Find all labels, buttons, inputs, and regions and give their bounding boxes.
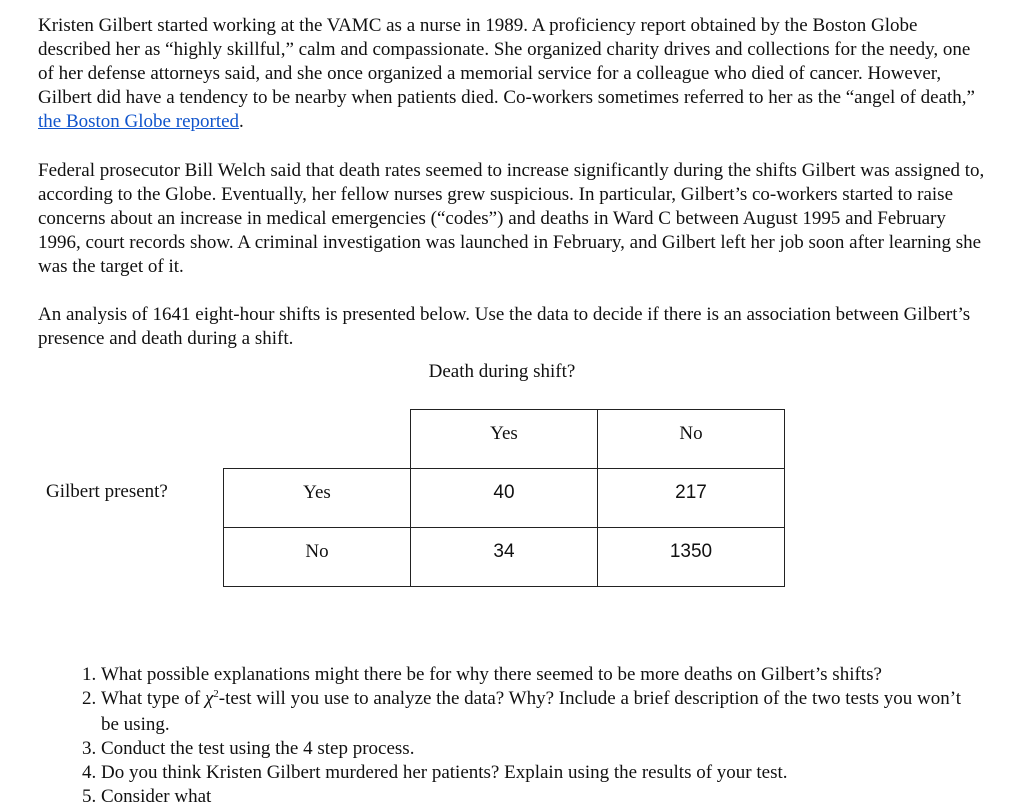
paragraph-investigation: Federal prosecutor Bill Welch said that death rates seemed to increase significantly during the shifts Gilbert was assigned to, according to the Globe. Eventually, her fellow nurses grew suspicious. In particular, Gilbert’s co-workers started to raise concerns about an increase in medical emergencies (“codes”) and deaths in Ward C between August 1995 and February 1996, court records show. A criminal investigation was launched in February, and Gilbert left her job soon after learning she was the target of it. (38, 160, 985, 277)
question-list (0, 663, 971, 809)
col-header-yes: Yes (411, 410, 598, 469)
paragraph-background-text: Kristen Gilbert started working at the VAMC as a nurse in 1989. A proficiency report obtained by the Boston Globe described her as “highly skillful,” calm and compassionate. She organized charity drives and collections for the needy, one of her defense attorneys said, and she once organized a memorial service for a colleague who died of cancer. However, Gilbert did have a tendency to be nearby when patients died. Co-workers sometimes referred to her as the “angel of death,” (38, 15, 975, 108)
question-item-5: 5. Consider what (101, 785, 971, 809)
table-column-caption: Death during shift? (428, 361, 576, 382)
paragraph-background-end: . (239, 111, 244, 132)
row-header-yes: Yes (224, 469, 411, 528)
row-header-no: No (224, 528, 411, 587)
col-header-no: No (598, 410, 785, 469)
contingency-table (223, 409, 785, 587)
cell-present-death: 40 (411, 469, 598, 528)
chi-symbol: χ (204, 688, 214, 709)
cell-absent-no-death: 1350 (598, 528, 785, 587)
boston-globe-link[interactable]: the Boston Globe reported (38, 111, 240, 132)
paragraph-background (38, 14, 986, 134)
paragraph-analysis-intro: An analysis of 1641 eight-hour shifts is presented below. Use the data to decide if there is an association between Gilbert’s presence and death during a shift. (38, 304, 971, 349)
question-item-4: 4. Do you think Kristen Gilbert murdered her patients? Explain using the results of your test. (101, 761, 971, 785)
table-corner-cell (224, 410, 411, 469)
table-row (224, 528, 785, 587)
chi-superscript: 2 (213, 688, 219, 700)
question-item-1: 1. What possible explanations might there be for why there seemed to be more deaths on Gilbert’s shifts? (101, 663, 971, 687)
cell-absent-death: 34 (411, 528, 598, 587)
cell-present-no-death: 217 (598, 469, 785, 528)
question-2-pre: What type of (101, 688, 205, 709)
question-2-post: -test will you use to analyze the data? Why? Include a brief description of the two tests you won’t be using. (101, 688, 961, 735)
table-row-caption: Gilbert present? (46, 481, 168, 502)
question-item-3: 3. Conduct the test using the 4 step process. (101, 737, 971, 761)
table-row (224, 469, 785, 528)
table-header-row (224, 410, 785, 469)
question-item-2 (101, 687, 971, 737)
